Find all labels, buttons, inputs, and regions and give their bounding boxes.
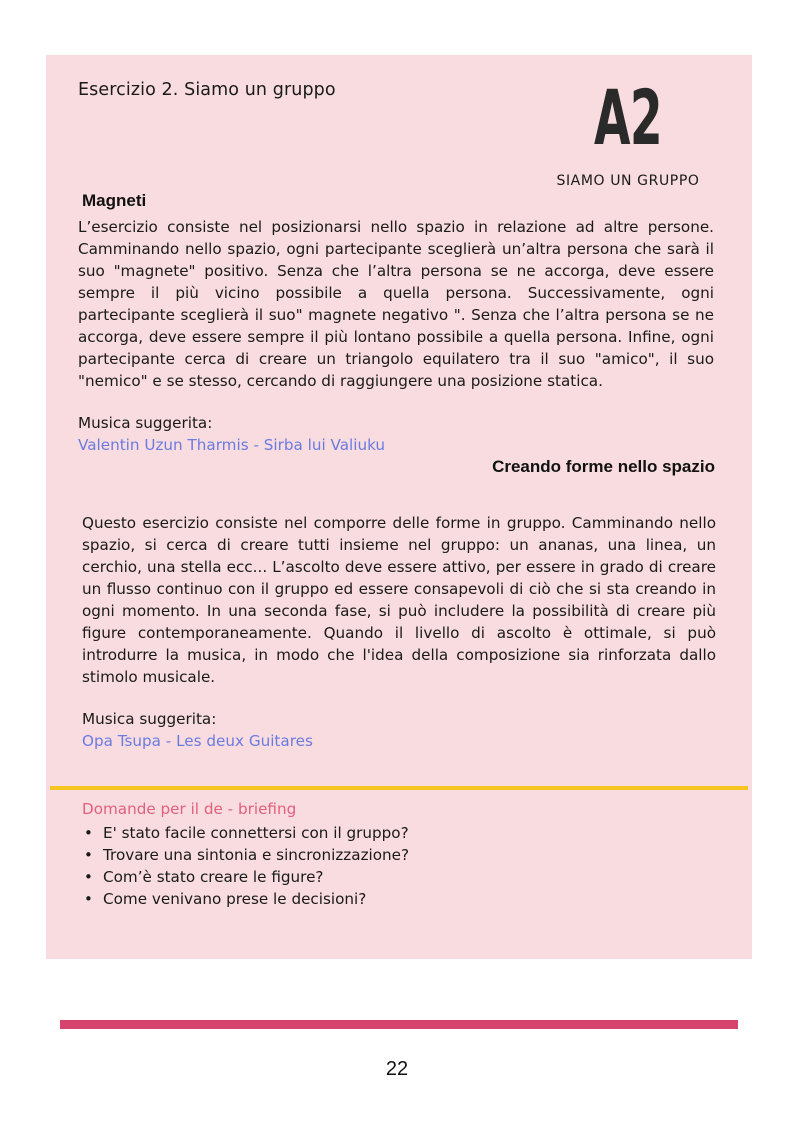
section-text-forme: Questo esercizio consiste nel comporre delle forme in gruppo. Camminando nello spazio, si cerca di creare tutti insieme nel gruppo: un ananas, una linea, un cerchio, una stella ecc... L’ascolto deve essere attivo, per essere in grado di creare un flusso continuo con il gruppo ed essere consapevoli di ciò che si sta creando in ogni momento. In una seconda fase, si può includere la possibilità di creare più figure contemporaneamente. Quando il livello di ascolto è ottimale, si può introdurre la musica, in modo che l'idea della composizione sia rinforzata dallo stimolo musicale. (82, 514, 716, 686)
question-text: Com’è stato creare le figure? (103, 868, 324, 886)
music-label: Musica suggerita: (82, 710, 217, 728)
bullet-icon: • (84, 868, 93, 886)
level-badge: A2 (593, 73, 663, 162)
list-item (82, 844, 409, 866)
list-item (82, 822, 409, 844)
music-link[interactable]: Valentin Uzun Tharmis - Sirba lui Valiuku (78, 436, 386, 454)
debriefing-title: Domande per il de - briefing (82, 800, 297, 818)
page-number: 22 (385, 1058, 409, 1080)
music-label: Musica suggerita: (78, 414, 213, 432)
bullet-icon: • (84, 846, 93, 864)
question-text: Trovare una sintonia e sincronizzazione? (103, 846, 410, 864)
question-text: Come venivano prese le decisioni? (103, 890, 367, 908)
footer-bar (60, 1020, 738, 1029)
list-item (82, 866, 409, 888)
bullet-icon: • (84, 890, 93, 908)
section-heading-forme: Creando forme nello spazio (492, 457, 715, 476)
exercise-title: Esercizio 2. Siamo un gruppo (78, 80, 336, 100)
music-link[interactable]: Opa Tsupa - Les deux Guitares (82, 732, 313, 750)
bullet-icon: • (84, 824, 93, 842)
question-text: E' stato facile connettersi con il gruppo? (103, 824, 409, 842)
debriefing-list (82, 822, 409, 910)
level-subtitle: SIAMO UN GRUPPO (556, 173, 700, 189)
list-item (82, 888, 409, 910)
section-text-magneti: L’esercizio consiste nel posizionarsi nello spazio in relazione ad altre persone. Camminando nello spazio, ogni partecipante sceglierà un’altra persona che sarà il suo "magnete" positivo. Senza che l’altra persona se ne accorga, deve essere sempre il più vicino possibile a quella persona. Successivamente, ogni partecipante sceglierà il suo" magnete negativo ". Senza che l’altra persona se ne accorga, deve essere sempre il più lontano possibile a quella persona. Infine, ogni partecipante cerca di creare un triangolo equilatero tra il suo "amico", il suo "nemico" e se stesso, cercando di raggiungere una posizione statica. (78, 218, 714, 390)
section-heading-magneti: Magneti (82, 191, 147, 210)
divider (50, 786, 748, 790)
